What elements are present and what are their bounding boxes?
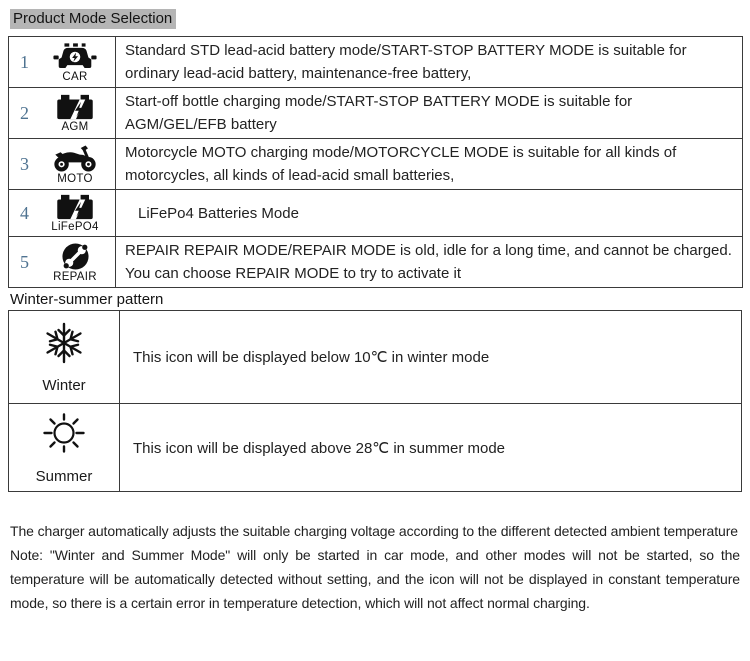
season-description: This icon will be displayed above 28℃ in summer mode (120, 404, 742, 492)
mode-description: REPAIR REPAIR MODE/REPAIR MODE is old, idle for a long time, and cannot be charged. You can choose REPAIR MODE to try to activate it (116, 237, 743, 288)
table-row (9, 37, 743, 88)
motorcycle-icon (51, 144, 99, 173)
repair-icon (61, 242, 90, 271)
sun-icon (41, 410, 87, 461)
row-number: 4 (20, 202, 29, 223)
page-title: Product Mode Selection (10, 9, 176, 29)
mode-label: MOTO (57, 172, 93, 185)
footer-notes (10, 519, 740, 615)
row-number: 5 (20, 251, 29, 272)
table-row (9, 404, 742, 492)
product-mode-table (8, 36, 743, 288)
mode-label: REPAIR (53, 270, 97, 283)
season-label: Summer (35, 468, 93, 485)
mode-label: CAR (62, 70, 88, 83)
table-row (9, 88, 743, 139)
winter-summer-table (8, 310, 742, 492)
winter-summer-mode-note: Note: "Winter and Summer Mode" will only be started in car mode, and other modes will not be started, so the temperature will be automatically detected without setting, and the icon will not be displayed in constant temperature mode, so there is a certain error in temperature detection, which will not affect normal charging. (10, 547, 740, 611)
mode-label: AGM (61, 121, 89, 133)
table-row (9, 237, 743, 288)
battery-bolt-icon (56, 93, 94, 121)
table-row (9, 311, 742, 404)
mode-description: Start-off bottle charging mode/START-STOP BATTERY MODE is suitable for AGM/GEL/EFB battery (116, 88, 743, 139)
ambient-temperature-note: The charger automatically adjusts the suitable charging voltage according to the different detected ambient temperature (10, 523, 738, 539)
battery-bolt-icon (56, 193, 94, 221)
mode-description: LiFePo4 Batteries Mode (116, 190, 743, 237)
car-icon (52, 42, 98, 71)
season-description: This icon will be displayed below 10℃ in winter mode (120, 311, 742, 404)
row-number: 2 (20, 102, 29, 123)
mode-description: Standard STD lead-acid battery mode/START-STOP BATTERY MODE is suitable for ordinary lead-acid battery, maintenance-free battery, (116, 37, 743, 88)
mode-label: LiFePO4 (51, 221, 99, 233)
table-row (9, 139, 743, 190)
mode-description: Motorcycle MOTO charging mode/MOTORCYCLE MODE is suitable for all kinds of motorcycles, all kinds of lead-acid small batteries, (116, 139, 743, 190)
season-label: Winter (42, 376, 86, 394)
table-row (9, 190, 743, 237)
season-section-title: Winter-summer pattern (10, 291, 164, 308)
row-number: 1 (20, 51, 29, 72)
snowflake-icon (42, 321, 86, 370)
row-number: 3 (20, 153, 29, 174)
